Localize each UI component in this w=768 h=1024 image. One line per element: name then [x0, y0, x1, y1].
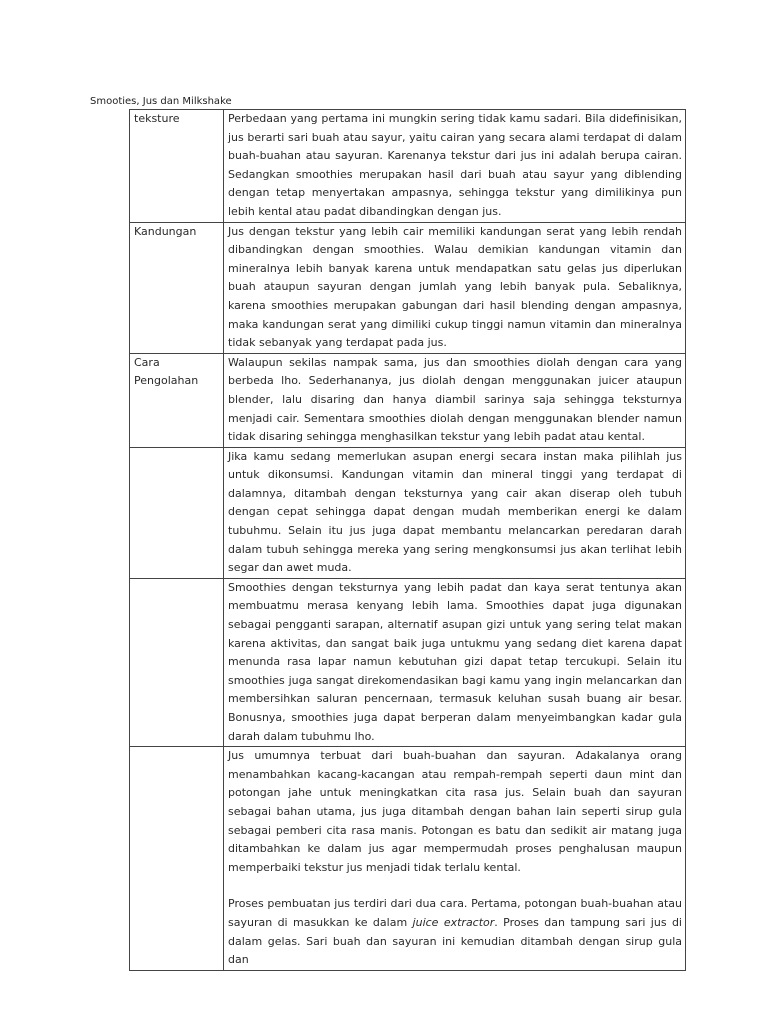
- row-content: [224, 110, 686, 223]
- row-label: [130, 578, 224, 746]
- table-row: [130, 353, 686, 447]
- paragraph-text: Proses pembuatan jus terdiri dari dua cara. Pertama, potongan buah-buahan atau sayuran di masukkan ke dalam: [228, 897, 682, 929]
- row-label: Kandungan: [130, 222, 224, 353]
- paragraph: Walaupun sekilas nampak sama, jus dan smoothies diolah dengan cara yang berbeda lho. Sederhananya, jus diolah dengan menggunakan juicer ataupun blender, lalu disaring dan hanya diambil sarinya saja sehingga teksturnya menjadi cair. Sementara smoothies diolah dengan menggunakan blender namun tidak disaring sehingga menghasilkan tekstur yang lebih padat atau kental.: [228, 355, 682, 444]
- paragraph-text: . Proses dan tampung sari jus di dalam gelas. Sari buah dan sayuran ini kemudian ditambah dengan sirup gula dan: [228, 915, 682, 967]
- paragraph: Jika kamu sedang memerlukan asupan energi secara instan maka pilihlah jus untuk dikonsumsi. Kandungan vitamin dan mineral tinggi yang terdapat di dalamnya, ditambah dengan teksturnya yang cair akan diserap oleh tubuh dengan cepat sehingga dapat dengan mudah memberikan energi ke dalam tubuhmu. Selain itu jus juga dapat membantu melancarkan peredaran darah dalam tubuh sehingga mereka yang sering mengkonsumsi jus akan terlihat lebih segar dan awet muda.: [228, 449, 682, 575]
- paragraph: Perbedaan yang pertama ini mungkin sering tidak kamu sadari. Bila didefinisikan, jus berarti sari buah atau sayur, yaitu cairan yang secara alami terdapat di dalam buah-buahan atau sayuran. Karenanya tekstur dari jus ini adalah berupa cairan. Sedangkan smoothies merupakan hasil dari buah atau sayur yang diblending dengan tetap menyertakan ampasnya, sehingga tekstur yang dimilikinya pun lebih kental atau padat dibandingkan dengan jus.: [228, 112, 682, 218]
- comparison-table: [129, 109, 686, 971]
- paragraph: [228, 895, 682, 969]
- row-label: [130, 447, 224, 578]
- row-content: [224, 353, 686, 447]
- table-row: [130, 447, 686, 578]
- table-row: [130, 578, 686, 746]
- row-label: Cara Pengolahan: [130, 353, 224, 447]
- table-row: [130, 110, 686, 223]
- row-label: [130, 747, 224, 971]
- row-content: [224, 747, 686, 971]
- table-row: [130, 747, 686, 971]
- table-row: [130, 222, 686, 353]
- row-content: [224, 578, 686, 746]
- row-label: teksture: [130, 110, 224, 223]
- row-content: [224, 222, 686, 353]
- paragraph: Smoothies dengan teksturnya yang lebih padat dan kaya serat tentunya akan membuatmu merasa kenyang lebih lama. Smoothies dapat juga digunakan sebagai pengganti sarapan, alternatif asupan gizi untuk yang sering telat makan karena aktivitas, dan sangat baik juga untukmu yang sedang diet karena dapat menunda rasa lapar namun kebutuhan gizi dapat tetap tercukupi. Selain itu smoothies juga sangat direkomendasikan bagi kamu yang ingin melancarkan dan membersihkan saluran pencernaan, termasuk keluhan susah buang air besar. Bonusnya, smoothies juga dapat berperan dalam menyeimbangkan kadar gula darah dalam tubuhmu lho.: [228, 580, 682, 743]
- emphasis-term: juice extractor: [412, 915, 495, 929]
- row-content: [224, 447, 686, 578]
- paragraph: Jus umumnya terbuat dari buah-buahan dan sayuran. Adakalanya orang menambahkan kacang-kacangan atau rempah-rempah seperti daun mint dan potongan jahe untuk meningkatkan cita rasa jus. Selain buah dan sayuran sebagai bahan utama, jus juga ditambah dengan bahan lain seperti sirup gula sebagai pemberi cita rasa manis. Potongan es batu dan sedikit air matang juga ditambahkan ke dalam jus agar mempermudah proses penghalusan maupun memperbaiki tekstur jus menjadi tidak terlalu kental.: [228, 749, 682, 874]
- document-title: Smooties, Jus dan Milkshake: [90, 96, 232, 107]
- paragraph: Jus dengan tekstur yang lebih cair memiliki kandungan serat yang lebih rendah dibandingkan dengan smoothies. Walau demikian kandungan vitamin dan mineralnya lebih banyak karena untuk mendapatkan satu gelas jus diperlukan buah ataupun sayuran dengan jumlah yang lebih banyak pula. Sebaliknya, karena smoothies merupakan gabungan dari hasil blending dengan ampasnya, maka kandungan serat yang dimiliki cukup tinggi namun vitamin dan mineralnya tidak sebanyak yang terdapat pada jus.: [228, 224, 682, 350]
